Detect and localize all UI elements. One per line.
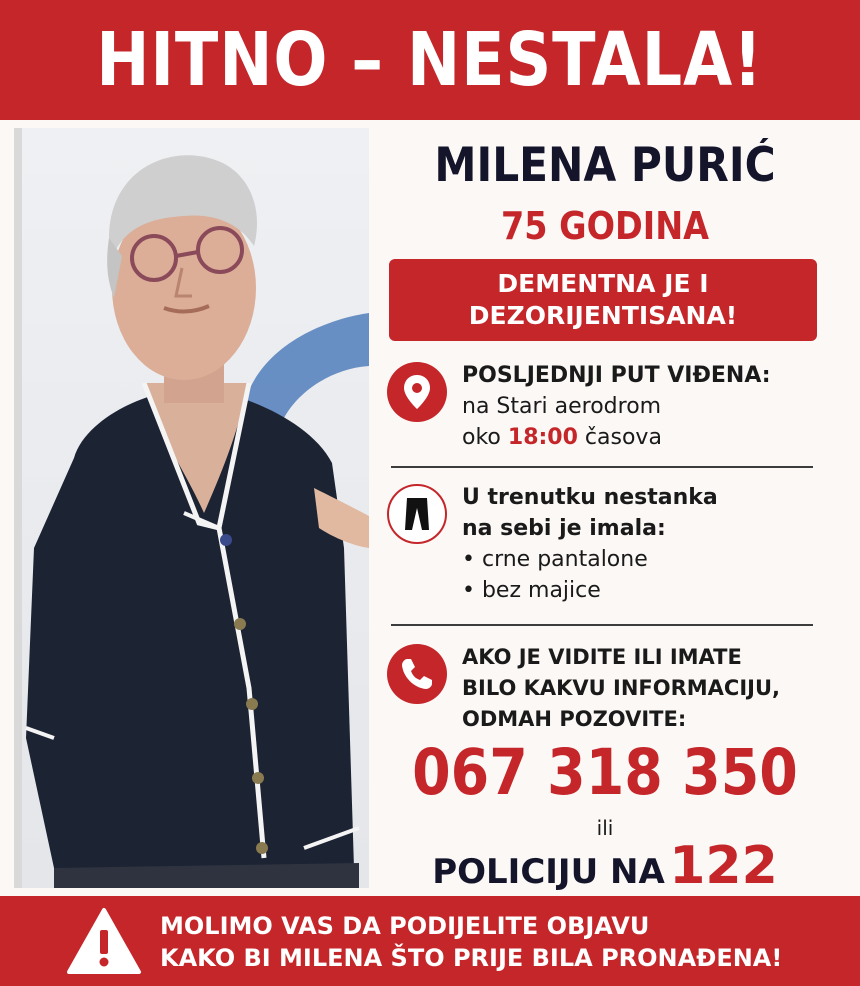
pants-icon [387, 484, 447, 544]
condition-box [389, 259, 817, 341]
footer-text [160, 910, 782, 974]
phone-icon [387, 644, 447, 704]
last-seen-text [462, 360, 771, 453]
or-label: ili [596, 816, 614, 840]
clothing-line-1: U trenutku nestanka [462, 485, 718, 510]
poster-title: HITNO – NESTALA! [96, 17, 764, 103]
warning-icon [66, 906, 142, 981]
police-label: POLICIJU NA [432, 852, 665, 892]
condition-line-1: DEMENTNA JE I [497, 269, 709, 298]
footer-line-2: KAKO BI MILENA ŠTO PRIJE BILA PRONAĐENA! [160, 944, 783, 972]
divider-1 [391, 466, 813, 468]
header-banner [0, 0, 860, 120]
contact-line-3: ODMAH POZOVITE: [462, 707, 687, 731]
footer-line-1: MOLIMO VAS DA PODIJELITE OBJAVU [160, 912, 650, 940]
person-age: 75 GODINA [500, 204, 710, 248]
clothing-item: • crne pantalone [462, 547, 648, 572]
last-seen-time: 18:00 [507, 425, 578, 450]
contact-line-1: AKO JE VIDITE ILI IMATE [462, 645, 742, 669]
person-photo [14, 128, 369, 888]
location-pin-icon [387, 362, 447, 422]
contact-line-2: BILO KAKVU INFORMACIJU, [462, 676, 781, 700]
last-seen-place: na Stari aerodrom [462, 394, 662, 419]
clothing-text [462, 482, 718, 606]
clothing-line-2: na sebi je imala: [462, 516, 666, 541]
contact-phone-number[interactable]: 067 318 350 [412, 736, 798, 809]
contact-text [462, 642, 780, 735]
footer-banner [0, 896, 860, 986]
clothing-item: • bez majice [462, 578, 601, 603]
police-contact [385, 836, 825, 896]
police-number[interactable]: 122 [669, 836, 778, 896]
last-seen-title: POSLJEDNJI PUT VIĐENA: [462, 363, 771, 388]
condition-line-2: DEZORIJENTISANA! [468, 301, 738, 330]
last-seen-time-suffix: časova [584, 425, 662, 450]
person-name: MILENA PURIĆ [434, 138, 776, 193]
divider-2 [391, 624, 813, 626]
last-seen-time-prefix: oko [462, 425, 501, 450]
